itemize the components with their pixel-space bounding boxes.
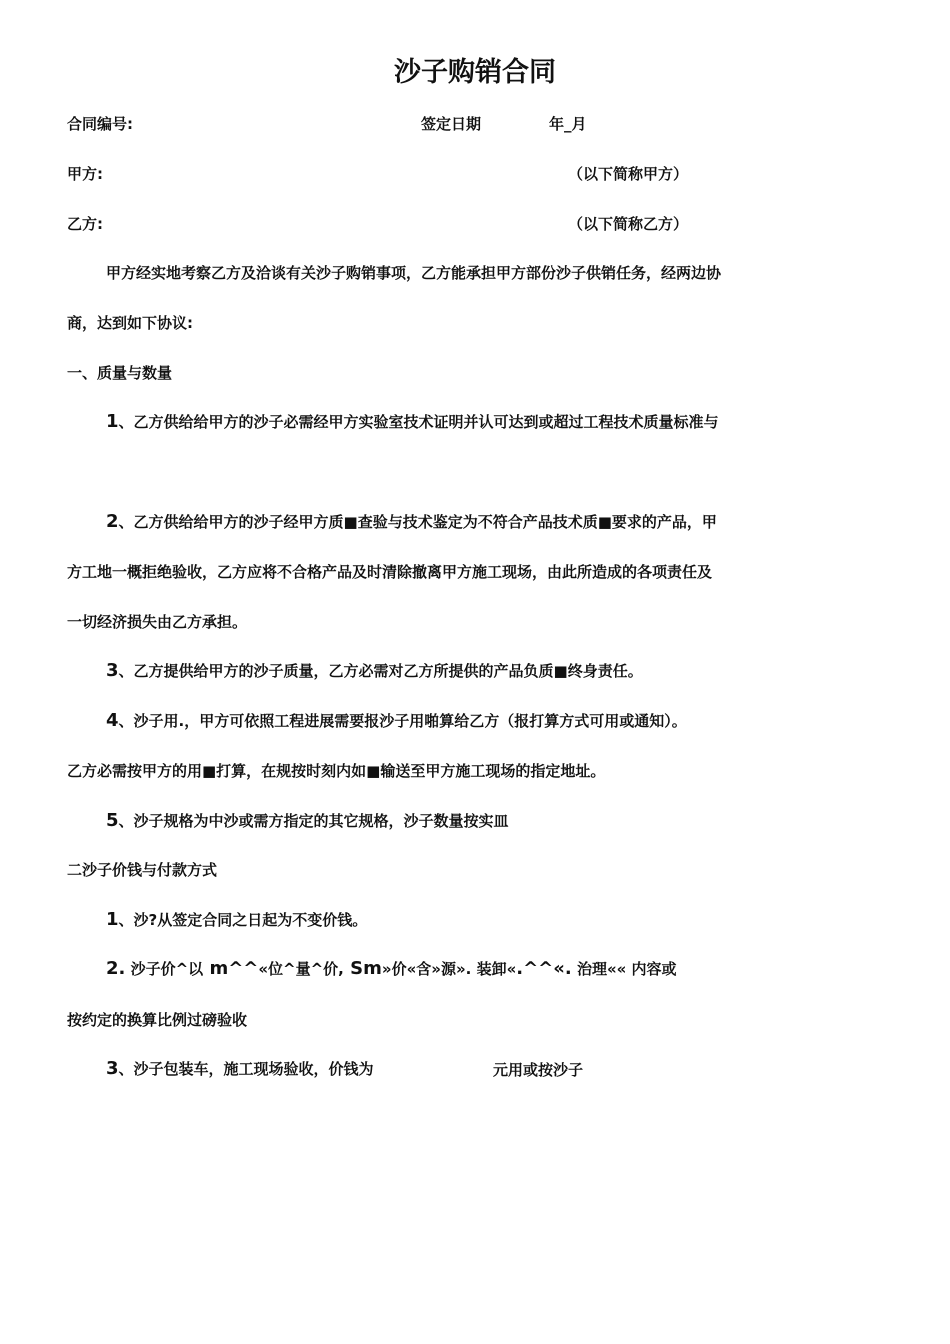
party-a-note: （以下简称甲方）: [568, 165, 689, 183]
intro-line-1: 甲方经实地考察乙方及洽谈有关沙子购销事项，乙方能承担甲方部份沙子供销任务，经两边协: [106, 264, 722, 282]
item-text-seg-5: »价«含»源». 装卸«: [381, 960, 517, 978]
section-2-item-2: [106, 959, 677, 979]
section-1-item-2: [106, 512, 717, 532]
section-2-item-1: [106, 910, 367, 930]
section-1-item-5: [106, 811, 509, 831]
item-number: 2.: [106, 958, 126, 979]
item-text: 、沙?从签定合同之日起为不变价钱。: [118, 911, 368, 929]
party-b-label: 乙方:: [67, 215, 103, 233]
section-1-item-4-line-2: 乙方必需按甲方的用■打算，在规按时刻内如■输送至甲方施工现场的指定地址。: [67, 762, 606, 780]
item-text: 、乙方提供给甲方的沙子质量，乙方必需对乙方所提供的产品负质■终身责任。: [118, 662, 643, 680]
item-number: 2: [106, 511, 119, 532]
item-number: 4: [106, 710, 119, 731]
sign-date-label: 签定日期: [421, 115, 482, 133]
document-title: 沙子购销合同: [394, 57, 556, 88]
item-number: 3: [106, 660, 119, 681]
item-text: 、沙子用.，甲方可依照工程进展需要报沙子用啪算给乙方（报打算方式可用或通知）。: [118, 712, 687, 730]
section-1-item-2-line-3: 一切经济损失由乙方承担。: [67, 613, 248, 631]
item-text-seg-4: Sm: [343, 958, 382, 979]
item-text: 、沙子包装车，施工现场验收，价钱为: [118, 1060, 374, 1078]
item-text-seg-2: m^^: [203, 958, 259, 979]
intro-line-2: 商，达到如下协议:: [67, 314, 193, 332]
item-text-seg-6: .^^«.: [516, 958, 572, 979]
item-text: 、乙方供给给甲方的沙子必需经甲方实验室技术证明并认可达到或超过工程技术质量标准与: [118, 413, 719, 431]
section-1-heading: 一、质量与数量: [67, 364, 173, 382]
item-number: 5: [106, 810, 119, 831]
item-text: 、沙子规格为中沙或需方指定的其它规格，沙子数量按实皿: [118, 812, 509, 830]
section-1-item-2-line-2: 方工地一概拒绝验收，乙方应将不合格产品及时清除撤离甲方施工现场，由此所造成的各项责任及: [67, 563, 713, 581]
party-b-note: （以下简称乙方）: [568, 215, 689, 233]
item-number: 1: [106, 909, 119, 930]
contract-number-label: 合同编号:: [67, 115, 133, 133]
section-2-item-2-line-2: 按约定的换算比例过磅验收: [67, 1011, 248, 1029]
section-2-item-3: [106, 1059, 374, 1079]
item-text-seg-1: 沙子价^以: [125, 960, 204, 978]
section-1-item-3: [106, 661, 643, 681]
item-text: 、乙方供给给甲方的沙子经甲方质■查验与技术鉴定为不符合产品技术质■要求的产品，甲: [118, 513, 717, 531]
section-1-item-4: [106, 711, 687, 731]
year-month-field: 年_月: [549, 115, 587, 133]
item-number: 3: [106, 1058, 119, 1079]
section-2-heading: 二沙子价钱与付款方式: [67, 861, 218, 879]
item-text-seg-7: 治理«« 内容或: [571, 960, 677, 978]
party-a-label: 甲方:: [67, 165, 103, 183]
item-number: 1: [106, 411, 119, 432]
section-2-item-3-tail: 元用或按沙子: [493, 1061, 584, 1079]
item-text-seg-3: «位^量^价,: [258, 960, 344, 978]
section-1-item-1: [106, 412, 719, 432]
